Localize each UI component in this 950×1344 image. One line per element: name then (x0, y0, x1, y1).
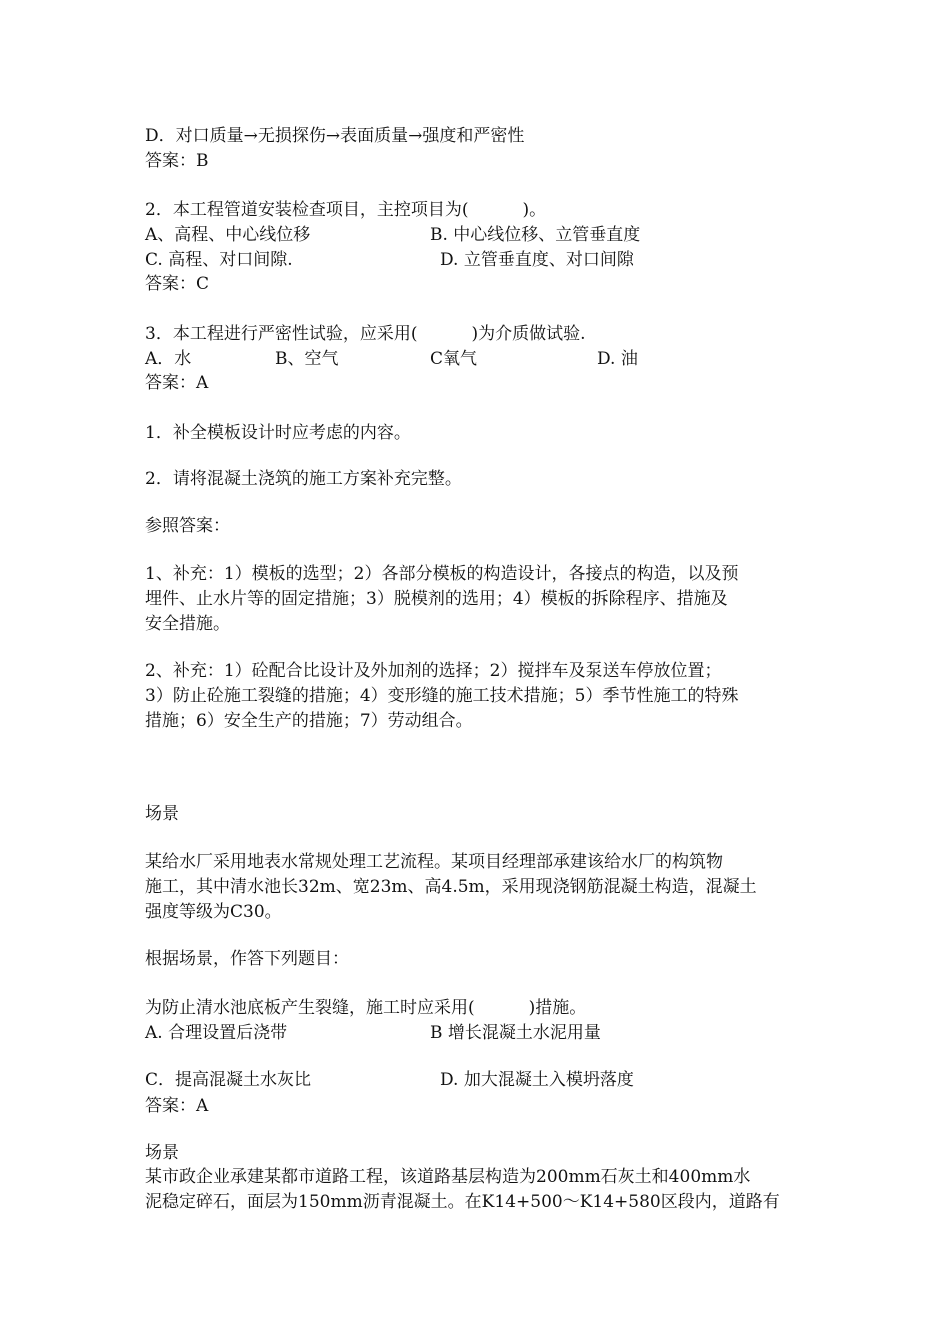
sub-question-2: 2．请将混凝土浇筑的施工方案补充完整。 (145, 469, 462, 489)
answer-3: 答案：A (145, 373, 209, 393)
question-2-option-a: A、高程、中心线位移 (145, 225, 311, 245)
question-4-option-d: D. 加大混凝土入模坍落度 (440, 1070, 634, 1090)
answer-2: 答案：C (145, 274, 210, 294)
answer-4: 答案：A (145, 1096, 209, 1116)
question-3-option-c: C氧气 (430, 349, 478, 369)
scenario-paragraph-2: 泥稳定碎石，面层为150mm沥青混凝土。在K14+500～K14+580区段内，道路有 (145, 1192, 780, 1212)
option-d-previous: D．对口质量→无损探伤→表面质量→强度和严密性 (145, 126, 525, 146)
scenario-paragraph: 强度等级为C30。 (145, 902, 282, 922)
scenario-instruction: 根据场景，作答下列题目： (145, 949, 349, 969)
scenario-paragraph: 某给水厂采用地表水常规处理工艺流程。某项目经理部承建该给水厂的构筑物 (145, 852, 723, 872)
question-4: 为防止清水池底板产生裂缝，施工时应采用( )措施。 (145, 998, 587, 1018)
question-3-option-b: B、空气 (275, 349, 339, 369)
answer-paragraph-1: 安全措施。 (145, 614, 230, 634)
question-4-option-a: A. 合理设置后浇带 (145, 1023, 288, 1043)
scenario-paragraph-2: 某市政企业承建某都市道路工程，该道路基层构造为200mm石灰土和400mm水 (145, 1167, 751, 1187)
question-4-option-b: B 增长混凝土水泥用量 (430, 1023, 601, 1043)
answer-1: 答案：B (145, 151, 209, 171)
question-2-option-d: D. 立管垂直度、对口间隙 (440, 250, 634, 270)
question-2-option-b: B. 中心线位移、立管垂直度 (430, 225, 641, 245)
question-3-option-d: D. 油 (597, 349, 638, 369)
reference-answer-heading: 参照答案： (145, 516, 230, 536)
question-3-option-a: A．水 (145, 349, 192, 369)
sub-question-1: 1．补全模板设计时应考虑的内容。 (145, 423, 411, 443)
question-4-option-c: C．提高混凝土水灰比 (145, 1070, 312, 1090)
scenario-paragraph: 施工，其中清水池长32m、宽23m、高4.5m，采用现浇钢筋混凝土构造，混凝土 (145, 877, 757, 897)
scenario-heading: 场景 (145, 804, 179, 824)
question-2: 2．本工程管道安装检查项目，主控项目为( )。 (145, 200, 547, 220)
answer-paragraph-1: 埋件、止水片等的固定措施；3）脱模剂的选用；4）模板的拆除程序、措施及 (145, 589, 728, 609)
question-2-option-c: C. 高程、对口间隙. (145, 250, 293, 270)
question-3: 3．本工程进行严密性试验，应采用( )为介质做试验. (145, 324, 586, 344)
answer-paragraph-2: 措施；6）安全生产的措施；7）劳动组合。 (145, 711, 473, 731)
answer-paragraph-2: 3）防止砼施工裂缝的措施；4）变形缝的施工技术措施；5）季节性施工的特殊 (145, 686, 739, 706)
scenario-heading-2: 场景 (145, 1143, 179, 1163)
answer-paragraph-1: 1、补充：1）模板的选型；2）各部分模板的构造设计，各接点的构造，以及预 (145, 564, 739, 584)
answer-paragraph-2: 2、补充：1）砼配合比设计及外加剂的选择；2）搅拌车及泵送车停放位置； (145, 661, 722, 681)
